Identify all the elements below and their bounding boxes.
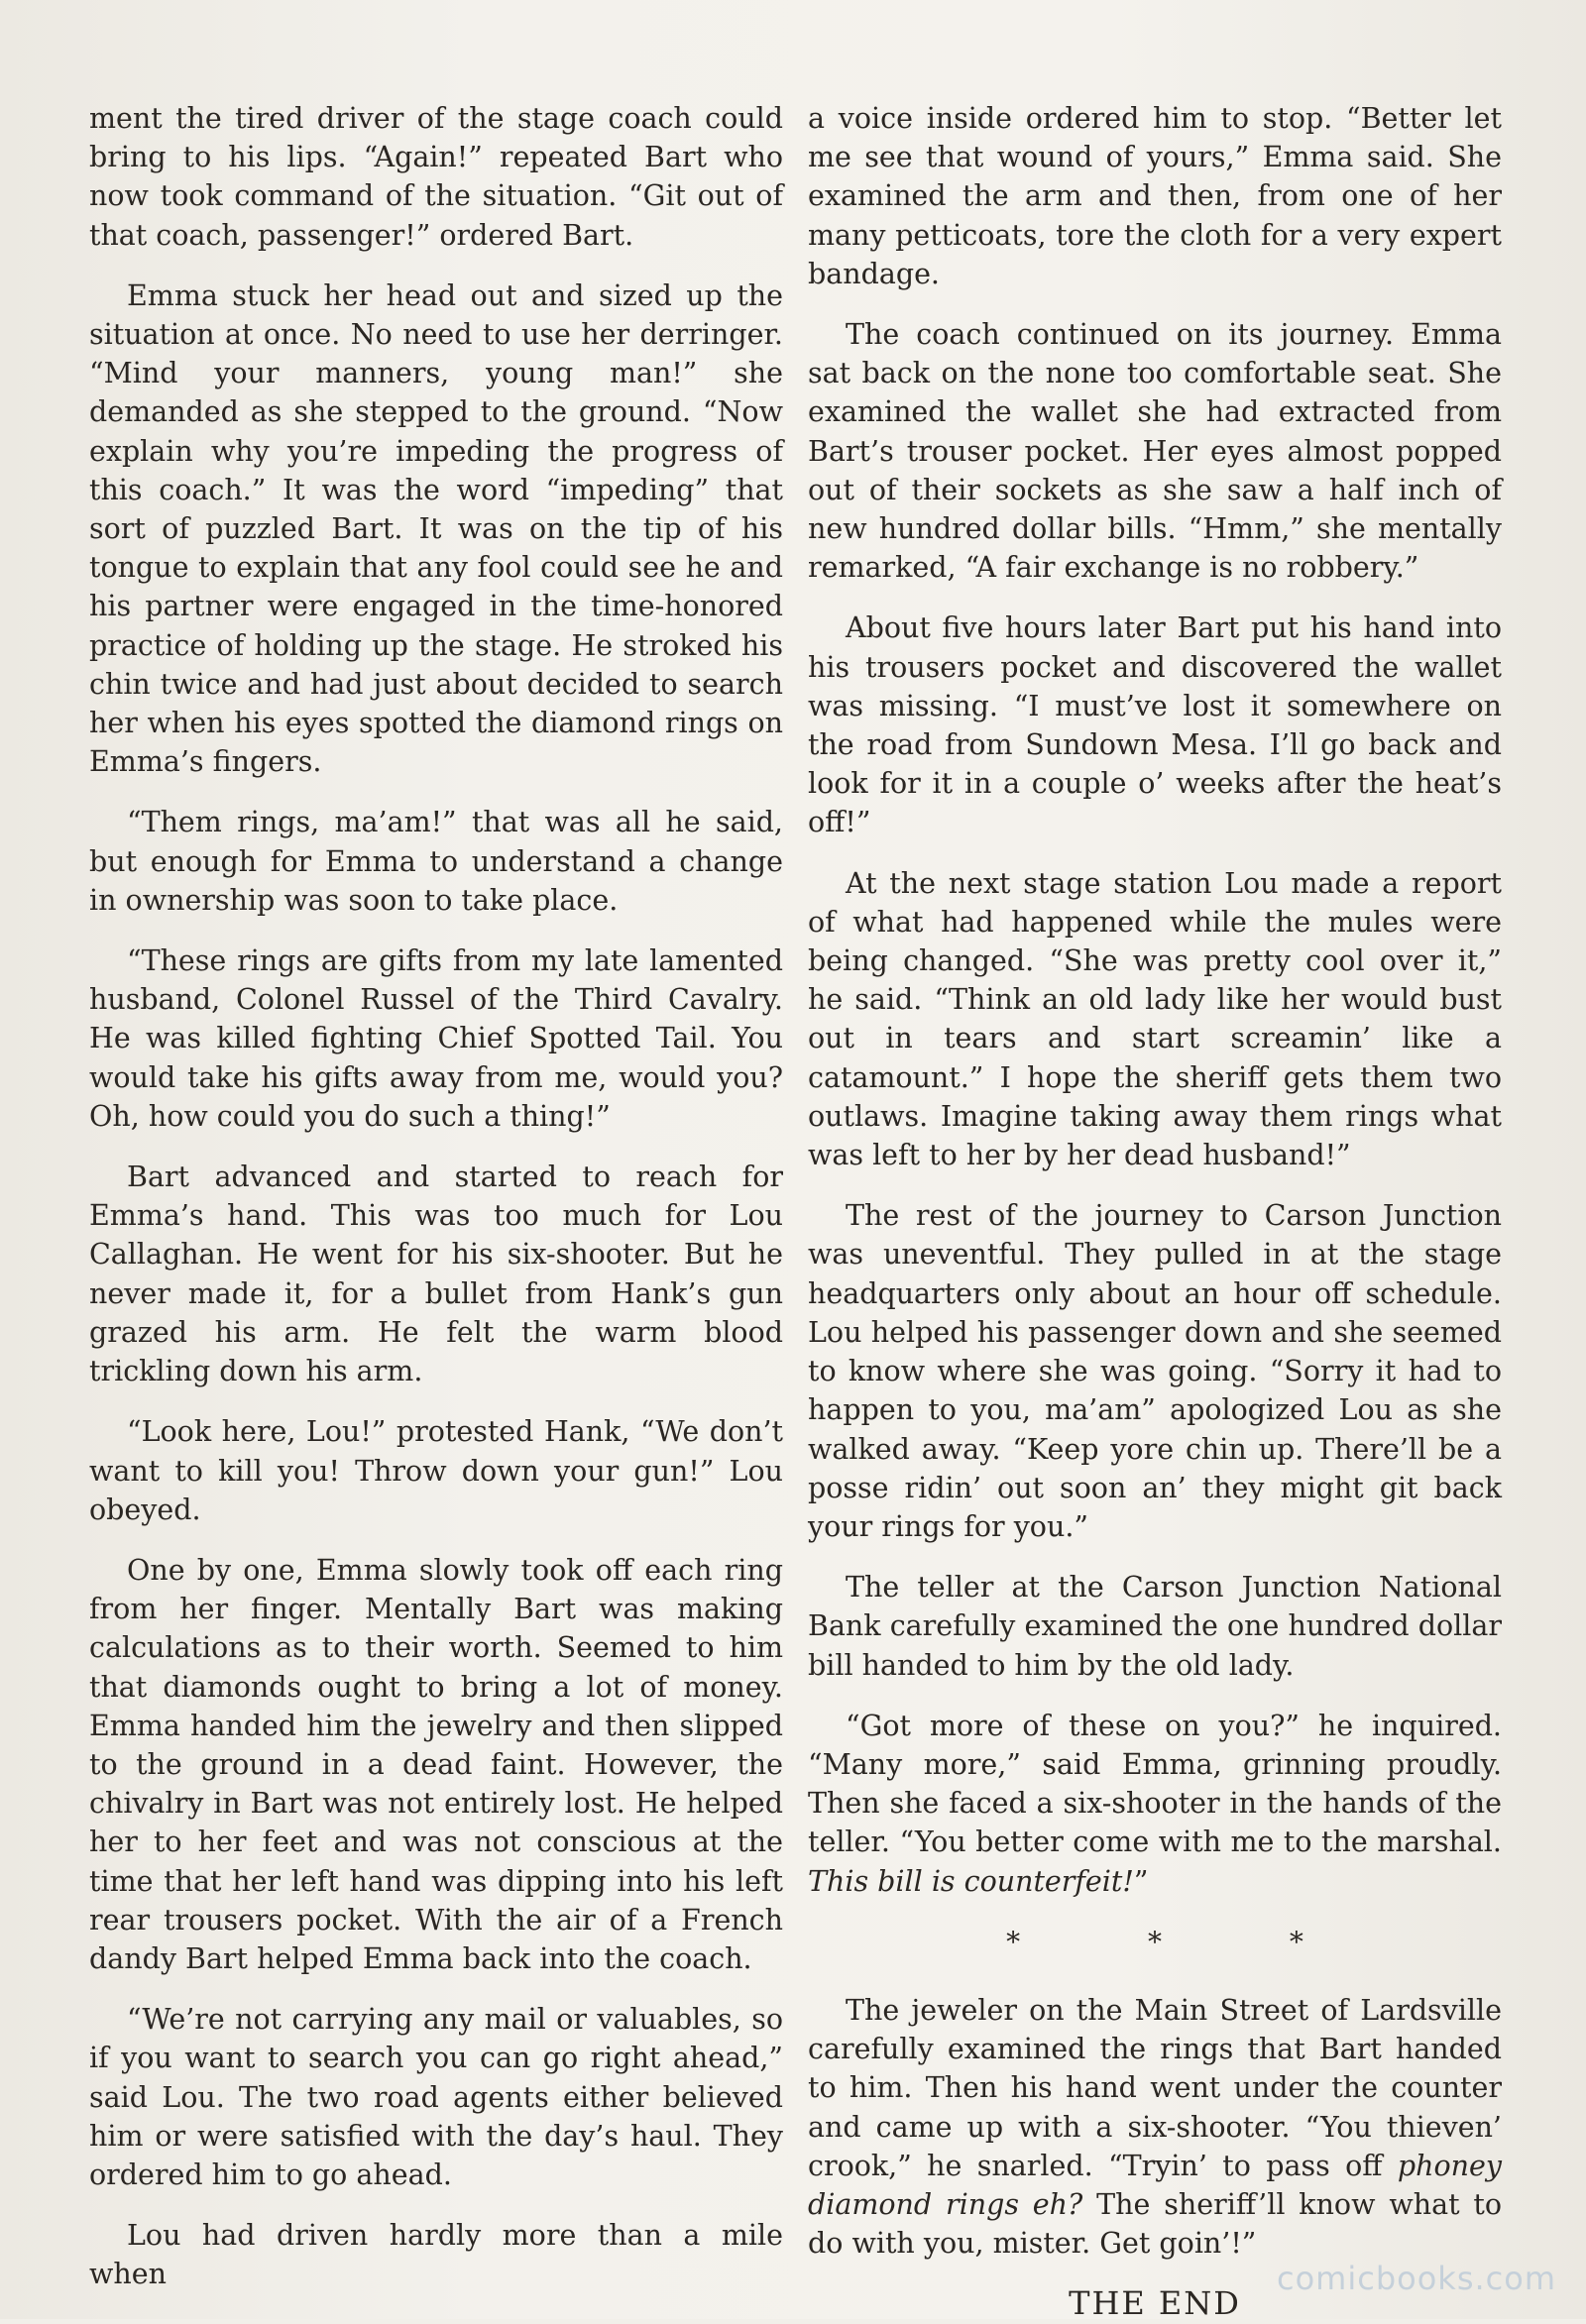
paragraph [808, 1991, 1502, 2263]
paragraph: “These rings are gifts from my late lamented husband, Colonel Russel of the Third Cavalry. He was killed fighting Chief Spotted Tail. You would take his gifts away from me, would you? Oh, how could you do such a thing!” [89, 944, 783, 1133]
the-end-label: THE END [1069, 2284, 1241, 2323]
paragraph: Emma stuck her head out and sized up the situation at once. No need to use her derringer. “Mind your manners, young man!” she demanded as she stepped to the ground. “Now explain why you’re impeding the progress of this coach.” It was the word “impeding” that sort of puzzled Bart. It was on the tip of his tongue to explain that any fool could see he and his partner were engaged in the time-honored practice of holding up the stage. He stroked his chin twice and had just about decided to search her when his eyes spotted the diamond rings on Emma’s fingers. [89, 278, 783, 779]
paragraph: Bart advanced and started to reach for Emma’s hand. This was too much for Lou Callaghan. He went for his six-shooter. But he never made it, for a bullet from Hank’s gun grazed his arm. He felt the warm blood trickling down his arm. [89, 1161, 783, 1388]
paragraph: “Them rings, ma’am!” that was all he said, but enough for Emma to understand a change in ownership was soon to take place. [89, 806, 783, 917]
paragraph [808, 1707, 1502, 1901]
paragraph: The rest of the journey to Carson Junction was uneventful. They pulled in at the stage headquarters only about an hour off schedule. Lou helped his passenger down and she seemed to know where she was going. “Sorry it had to happen to you, ma’am” apologized Lou as she walked away. “Keep yore chin up. There’ll be a posse ridin’ out soon an’ they might git back your rings for you.” [808, 1199, 1502, 1543]
paragraph: “We’re not carrying any mail or valuables, so if you want to search you can go right ahead,” said Lou. The two road agents either believed him or were satisfied with the day’s haul. They ordered him to go ahead. [89, 2003, 783, 2191]
paragraph: “Look here, Lou!” protested Hank, “We don’t want to kill you! Throw down your gun!” Lou obeyed. [89, 1415, 783, 1526]
watermark: comicbooks.com [1276, 2260, 1556, 2297]
right-column [808, 99, 1502, 2324]
text-run: The sheriff’ll know what to do with you, mister. Get goin’!” [808, 2187, 1502, 2261]
paragraph: The coach continued on its journey. Emma sat back on the none too comfortable seat. She examined the wallet she had extracted from Bart’s trouser pocket. Her eyes almost popped out of their sockets as she saw a half inch of new hundred dollar bills. “Hmm,” she mentally remarked, “A fair exchange is no robbery.” [808, 318, 1502, 585]
paragraph: Lou had driven hardly more than a mile when [89, 2219, 783, 2291]
text-run: The jeweler on the Main Street of Lardsville carefully examined the rings that Bart handed to him. Then his hand went under the counter and came up with a six-shooter. “You thieven’ crook,” he snarled. “Tryin’ to pass off [808, 1993, 1502, 2182]
paragraph: One by one, Emma slowly took off each ring from her finger. Mentally Bart was making calculations as to their worth. Seemed to him that diamonds ought to bring a lot of money. Emma handed him the jewelry and then slipped to the ground in a dead faint. However, the chivalry in Bart was not entirely lost. He helped her to her feet and was not conscious at the time that her left hand was dipping into his left rear trousers pocket. With the air of a French dandy Bart helped Emma back into the coach. [89, 1553, 783, 1975]
paragraph: a voice inside ordered him to stop. “Better let me see that wound of yours,” Emma said. She examined the arm and then, from one of her many petticoats, tore the cloth for a very expert bandage. [808, 102, 1502, 290]
paragraph: The teller at the Carson Junction National Bank carefully examined the one hundred dollar bill handed to him by the old lady. [808, 1571, 1502, 1682]
text-run: “Got more of these on you?” he inquired. “Many more,” said Emma, grinning proudly. Then she faced a six-shooter in the hands of the teller. “You better come with me to the marshal. [808, 1709, 1502, 1859]
paragraph: At the next stage station Lou made a report of what had happened while the mules were being changed. “She was pretty cool over it,” he said. “Think an old lady like her would bust out in tears and start screamin’ like a catamount.” I hope the sheriff gets them two outlaws. Imagine taking away them rings what was left to her by her dead husband!” [808, 866, 1502, 1172]
paragraph: About five hours later Bart put his hand into his trousers pocket and discovered the wallet was missing. “I must’ve lost it somewhere on the road from Sundown Mesa. I’ll go back and look for it in a couple o’ weeks after the heat’s off!” [808, 611, 1502, 839]
left-column [89, 99, 783, 2294]
paragraph: ment the tired driver of the stage coach could bring to his lips. “Again!” repeated Bart who now took command of the situation. “Git out of that coach, passenger!” ordered Bart. [89, 102, 783, 252]
italic-text: phoney diamond rings eh? [808, 2149, 1502, 2221]
section-break: * * * [1006, 1925, 1363, 1958]
text-run: ” [1133, 1864, 1149, 1898]
italic-text: This bill is counterfeit! [808, 1864, 1134, 1898]
